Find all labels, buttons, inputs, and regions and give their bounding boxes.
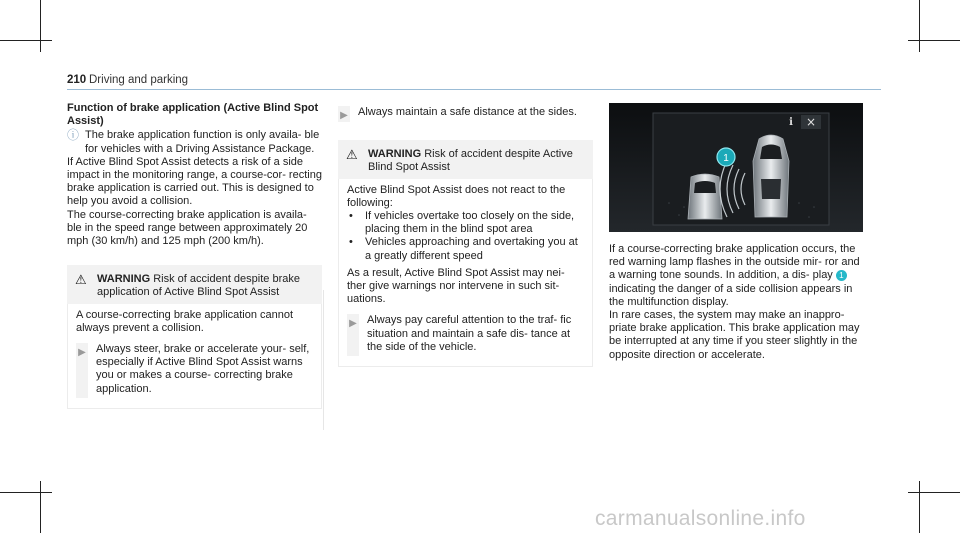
crop-mark: [40, 481, 41, 533]
column-2: [338, 102, 593, 367]
note-text: The brake application function is only availa- ble for vehicles with a Driving Assistance Package.: [85, 129, 320, 155]
column-1: [67, 102, 322, 409]
action-step: [347, 314, 584, 356]
display-marker: 1: [723, 153, 729, 164]
warning-title: Risk of accident despite brake application of Active Blind Spot Assist: [97, 273, 300, 299]
multifunction-display-image: [609, 103, 863, 232]
warning-title: Risk of accident despite Active Blind Spot Assist: [368, 148, 573, 174]
warning-box: [67, 265, 322, 409]
warning-label: WARNING: [97, 273, 151, 286]
crop-mark: [908, 492, 960, 493]
crop-mark: [0, 40, 52, 41]
column-divider: [323, 290, 324, 430]
bullet-icon: •: [349, 236, 353, 249]
paragraph: If a course-correcting brake application occurs, the red warning lamp flashes in the outside mir- ror and a warning tone sounds. In addition, a dis- play 1 indicating the danger of a side collision appears in the multifunction display.: [609, 243, 860, 308]
paragraph: If Active Blind Spot Assist detects a risk of a side impact in the monitoring range, a course-cor- recting brake application is carried out. This is designed to help you avoid a collision.: [67, 155, 322, 208]
step-text: Always maintain a safe distance at the sides.: [358, 106, 577, 118]
watermark: carmanualsonline.info: [595, 507, 806, 530]
arrow-right-icon: ▶: [347, 314, 359, 356]
crop-mark: [908, 40, 960, 41]
warning-triangle-icon: ⚠: [75, 272, 87, 288]
info-icon: ⓘ: [67, 128, 80, 143]
warning-text: A course-correcting brake application cannot always prevent a collision.: [76, 308, 294, 334]
page-number: 210: [67, 74, 87, 86]
column-3: [609, 243, 865, 362]
crop-mark: [919, 481, 920, 533]
warning-paragraph: As a result, Active Blind Spot Assist may nei- ther give warnings nor intervene in such sit- uations.: [347, 266, 565, 306]
step-text: Always steer, brake or accelerate your- self, especially if Active Blind Spot Assist warns you or makes a course- correcting brake application.: [96, 343, 310, 395]
section-title: Driving and parking: [89, 74, 189, 86]
paragraph: The course-correcting brake application is availa- ble in the speed range between approximately 20 mph (30 km/h) and 125 mph (200 km/h).: [67, 208, 308, 248]
info-note: [67, 129, 322, 155]
crop-mark: [919, 0, 920, 52]
header-rule: [67, 89, 881, 90]
list-item: • Vehicles approaching and overtaking you at a greatly different speed: [349, 236, 578, 262]
arrow-right-icon: ▶: [338, 106, 350, 122]
warning-text: Active Blind Spot Assist does not react to the following:: [347, 183, 566, 209]
crop-mark: [0, 492, 52, 493]
section-heading: Function of brake application (Active Blind Spot Assist): [67, 102, 319, 128]
paragraph: In rare cases, the system may make an inappro- priate brake application. This brake application may be interrupted at any time if you steer slightly in the opposite direction or accelerate.: [609, 309, 860, 361]
warning-header: [67, 265, 322, 303]
arrow-right-icon: ▶: [76, 343, 88, 398]
warning-body: [338, 179, 593, 367]
warning-label: WARNING: [368, 148, 422, 161]
info-icon: i: [789, 117, 793, 128]
step-text: Always pay careful attention to the traf- fic situation and maintain a safe dis- tance at the side of the vehicle.: [367, 314, 572, 353]
crop-mark: [40, 0, 41, 52]
warning-header: [338, 140, 593, 178]
warning-triangle-icon: ⚠: [346, 147, 358, 163]
close-icon: ×: [805, 115, 817, 129]
list-item: • If vehicles overtake too closely on the side, placing them in the blind spot area: [349, 210, 575, 236]
action-step: [76, 343, 313, 398]
bullet-icon: •: [349, 210, 353, 223]
warning-box: [338, 140, 593, 367]
action-step: [338, 106, 593, 122]
warning-body: [67, 304, 322, 409]
callout-marker: 1: [836, 270, 847, 281]
